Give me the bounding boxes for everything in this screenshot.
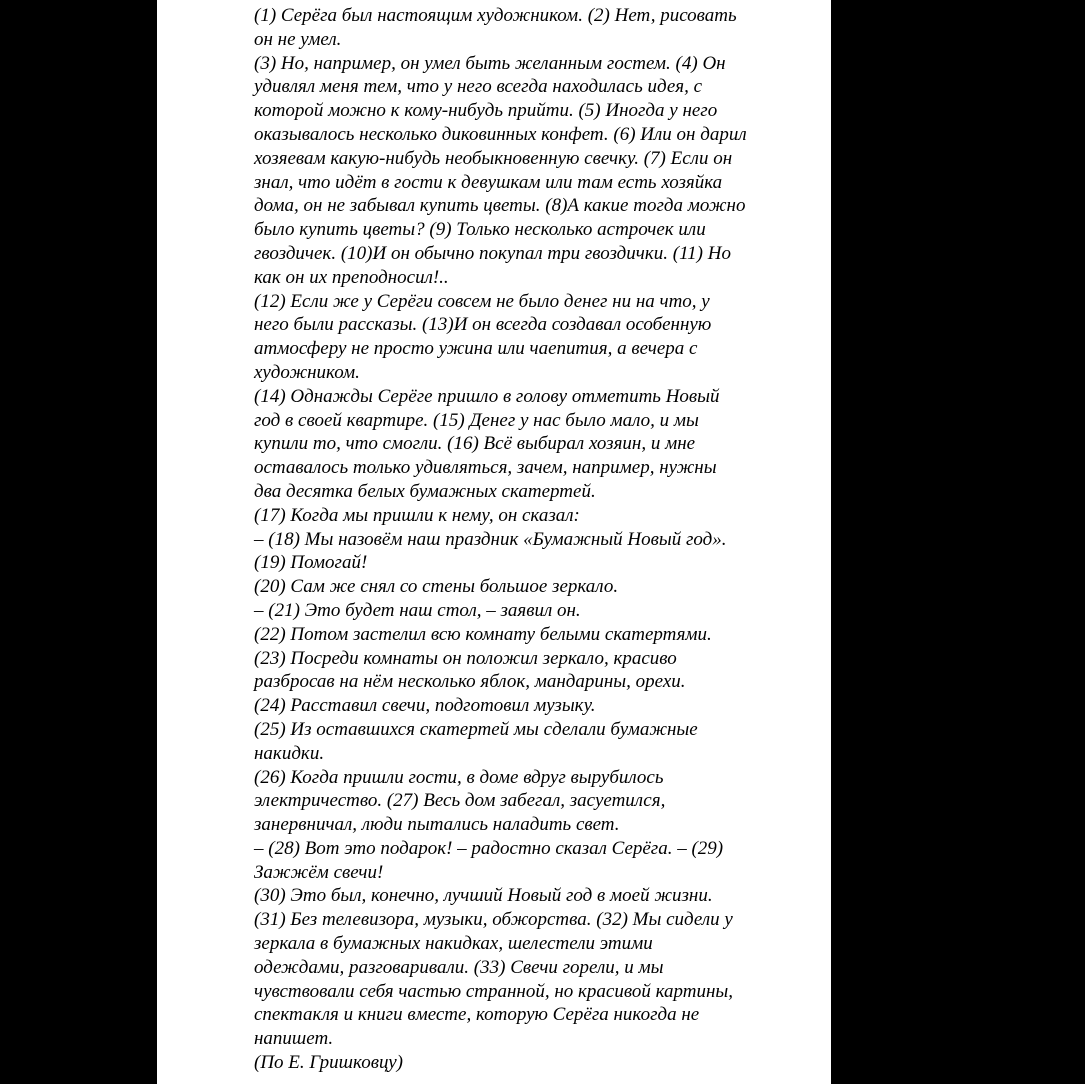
text-line: (31) Без телевизора, музыки, обжорства. (32) Мы сидели у [254, 909, 733, 931]
text-line: атмосферу не просто ужина или чаепития, а вечера с [254, 338, 698, 360]
text-line: год в своей квартире. (15) Денег у нас было мало, и мы [254, 409, 699, 431]
text-line: Зажжём свечи! [254, 861, 384, 883]
text-line: спектакля и книги вместе, которую Серёга никогда не [254, 1004, 700, 1026]
text-line: как он их преподносил!.. [254, 266, 449, 288]
text-line: (30) Это был, конечно, лучший Новый год в моей жизни. [254, 885, 713, 907]
text-line: (23) Посреди комнаты он положил зеркало, красиво [254, 647, 677, 669]
text-line: (3) Но, например, он умел быть желанным гостем. (4) Он [254, 52, 726, 74]
text-line: (14) Однажды Серёге пришло в голову отметить Новый [254, 385, 720, 407]
text-line: знал, что идёт в гости к девушкам или там есть хозяйка [254, 171, 723, 193]
document-page [157, 0, 831, 1084]
text-line: разбросав на нём несколько яблок, мандарины, орехи. [254, 671, 686, 693]
text-line: было купить цветы? (9) Только несколько астрочек или [254, 219, 706, 241]
story-text [254, 4, 794, 1075]
text-line: оставалось только удивляться, зачем, например, нужны [254, 457, 717, 479]
text-line: – (21) Это будет наш стол, – заявил он. [254, 599, 581, 621]
text-line: зеркала в бумажных накидках, шелестели этими [254, 933, 653, 955]
text-line: него были рассказы. (13)И он всегда создавал особенную [254, 314, 712, 336]
text-line: – (18) Мы назовём наш праздник «Бумажный Новый год». [254, 528, 727, 550]
text-line: (22) Потом застелил всю комнату белыми скатертями. [254, 623, 712, 645]
text-line: (1) Серёга был настоящим художником. (2) Нет, рисовать [254, 5, 737, 26]
text-line: гвоздичек. (10)И он обычно покупал три гвоздички. (11) Но [254, 242, 731, 264]
text-line: электричество. (27) Весь дом забегал, засуетился, [254, 790, 666, 812]
text-line: которой можно к кому-нибудь прийти. (5) Иногда у него [254, 100, 718, 122]
text-line: (17) Когда мы пришли к нему, он сказал: [254, 504, 580, 526]
text-line: два десятка белых бумажных скатертей. [254, 480, 596, 502]
text-line: (24) Расставил свечи, подготовил музыку. [254, 695, 596, 717]
text-line: дома, он не забывал купить цветы. (8)А какие тогда можно [254, 195, 746, 217]
text-line: (26) Когда пришли гости, в доме вдруг вырубилось [254, 766, 664, 788]
text-line: оказывалось несколько диковинных конфет. (6) Или он дарил [254, 123, 747, 145]
text-line: (25) Из оставшихся скатертей мы сделали бумажные [254, 718, 698, 740]
text-line: он не умел. [254, 28, 342, 50]
text-line: (19) Помогай! [254, 552, 368, 574]
text-line: чувствовали себя частью странной, но красивой картины, [254, 980, 734, 1002]
text-line: (20) Сам же снял со стены большое зеркало. [254, 576, 619, 598]
text-line: напишет. [254, 1028, 334, 1050]
text-line: одеждами, разговаривали. (33) Свечи горели, и мы [254, 956, 664, 978]
text-line: накидки. [254, 742, 325, 764]
source-attribution: (По Е. Гришковцу) [254, 1052, 403, 1074]
text-line: занервничал, люди пытались наладить свет. [254, 814, 620, 836]
text-line: художником. [254, 361, 360, 383]
text-line: удивлял меня тем, что у него всегда находилась идея, с [254, 76, 703, 98]
text-line: купили то, что смогли. (16) Всё выбирал хозяин, и мне [254, 433, 696, 455]
text-line: (12) Если же у Серёги совсем не было денег ни на что, у [254, 290, 710, 312]
text-line: – (28) Вот это подарок! – радостно сказал Серёга. – (29) [254, 837, 724, 859]
text-line: хозяевам какую-нибудь необыкновенную свечку. (7) Если он [254, 147, 733, 169]
